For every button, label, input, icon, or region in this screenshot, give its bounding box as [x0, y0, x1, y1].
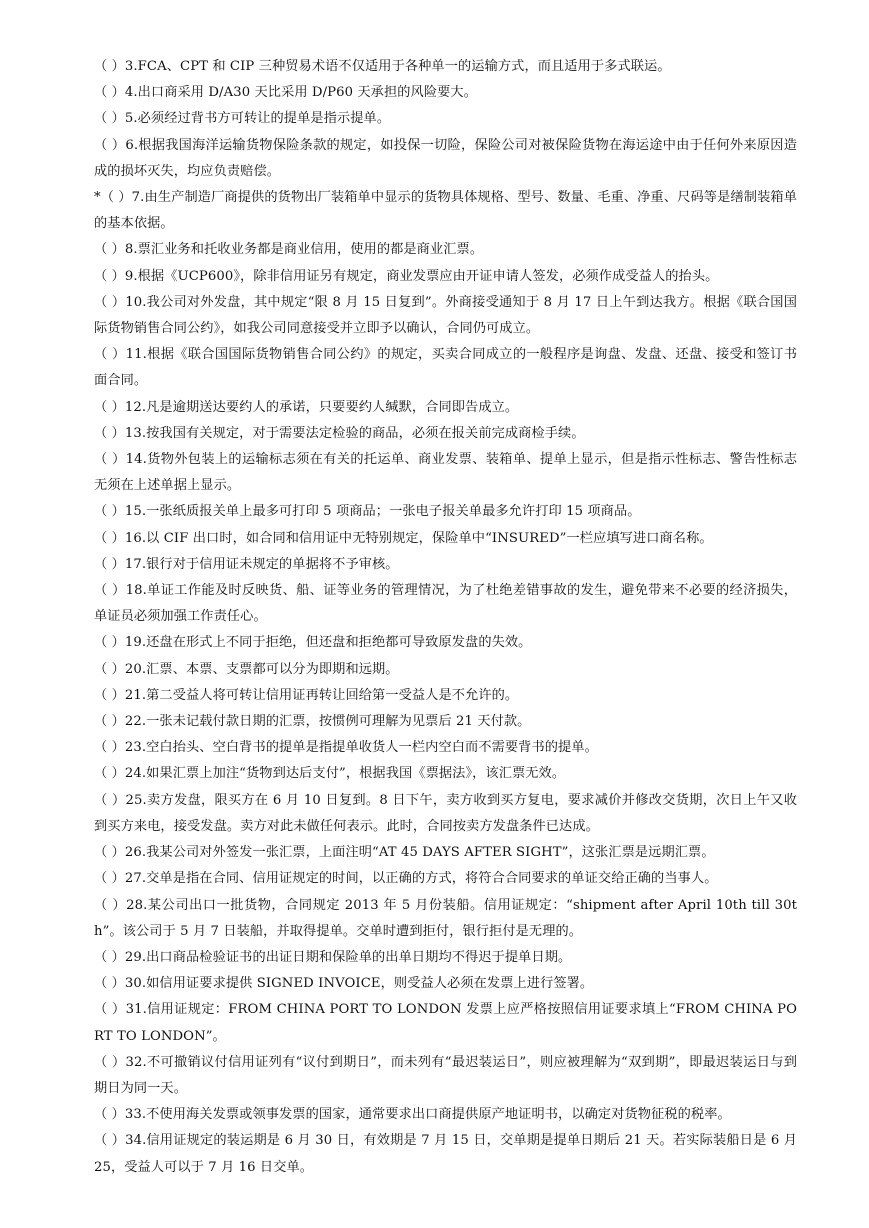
question-32: （ ）32.不可撤销议付信用证列有“议付到期日”，而未列有“最迟装运日”，则应被理解为“双到期”，即最迟装运日与到期日为同一天。 [94, 1054, 797, 1096]
question-8: （ ）8.票汇业务和托收业务都是商业信用，使用的都是商业汇票。 [94, 242, 484, 258]
question-list [94, 54, 797, 1181]
question-26: （ ）26.我某公司对外签发一张汇票，上面注明“AT 45 DAYS AFTER SIGHT”，这张汇票是远期汇票。 [94, 845, 715, 861]
question-27: （ ）27.交单是指在合同、信用证规定的时间，以正确的方式，将符合合同要求的单证交给正确的当事人。 [94, 871, 718, 887]
question-13: （ ）13.按我国有关规定，对于需要法定检验的商品，必须在报关前完成商检手续。 [94, 425, 585, 441]
question-12: （ ）12.凡是逾期送达要约人的承诺，只要要约人缄默，合同即告成立。 [94, 399, 519, 415]
question-3: （ ）3.FCA、CPT 和 CIP 三种贸易术语不仅适用于各种单一的运输方式，而且适用于多式联运。 [94, 59, 671, 74]
question-19: （ ）19.还盘在形式上不同于拒绝，但还盘和拒绝都可导致原发盘的失效。 [94, 635, 532, 651]
question-22: （ ）22.一张未记载付款日期的汇票，按惯例可理解为见票后 21 天付款。 [94, 714, 531, 730]
question-24: （ ）24.如果汇票上加注“货物到达后支付”，根据我国《票据法》，该汇票无效。 [94, 766, 566, 782]
question-28: （ ）28.某公司出口一批货物，合同规定 2013 年 5 月份装船。信用证规定：“shipment after April 10th till 30th”。该公司于 5 月 7 日装船，并取得提单。交单时遭到拒付，银行拒付是无理的。 [94, 897, 797, 939]
question-16: （ ）16.以 CIF 出口时，如合同和信用证中无特别规定，保险单中“INSURED”一栏应填写进口商名称。 [94, 530, 713, 546]
question-17: （ ）17.银行对于信用证未规定的单据将不予审核。 [94, 556, 399, 572]
question-20: （ ）20.汇票、本票、支票都可以分为即期和远期。 [94, 661, 399, 677]
question-21: （ ）21.第二受益人将可转让信用证再转让回给第一受益人是不允许的。 [94, 687, 519, 703]
question-34: （ ）34.信用证规定的装运期是 6 月 30 日，有效期是 7 月 15 日，交单期是提单日期后 21 天。若实际装船日是 6 月 25，受益人可以于 7 月 16 日交单。 [94, 1133, 797, 1175]
question-10: （ ）10.我公司对外发盘，其中规定“限 8 月 15 日复到”。外商接受通知于 8 月 17 日上午到达我方。根据《联合国国际货物销售合同公约》，如我公司同意接受并立即予以确认，合同仍可成立。 [94, 294, 797, 337]
question-30: （ ）30.如信用证要求提供 SIGNED INVOICE，则受益人必须在发票上进行签署。 [94, 976, 594, 992]
question-31: （ ）31.信用证规定：FROM CHINA PORT TO LONDON 发票上应严格按照信用证要求填上“FROM CHINA PORT TO LONDON”。 [94, 1002, 797, 1044]
question-29: （ ）29.出口商品检验证书的出证日期和保险单的出单日期均不得迟于提单日期。 [94, 949, 572, 965]
question-14: （ ）14.货物外包装上的运输标志须在有关的托运单、商业发票、装箱单、提单上显示，但是指示性标志、警告性标志无须在上述单据上显示。 [94, 452, 797, 494]
question-4: （ ）4.出口商采用 D/A30 天比采用 D/P60 天承担的风险要大。 [94, 85, 477, 101]
question-7: *（ ）7.由生产制造厂商提供的货物出厂装箱单中显示的货物具体规格、型号、数量、毛重、净重、尺码等是缮制装箱单的基本依据。 [94, 190, 797, 232]
question-33: （ ）33.不使用海关发票或领事发票的国家，通常要求出口商提供原产地证明书，以确定对货物征税的税率。 [94, 1107, 731, 1123]
question-6: （ ）6.根据我国海洋运输货物保险条款的规定，如投保一切险，保险公司对被保险货物在海运途中由于任何外来原因造成的损坏灭失，均应负责赔偿。 [94, 137, 797, 179]
question-11: （ ）11.根据《联合国国际货物销售合同公约》的规定，买卖合同成立的一般程序是询盘、发盘、还盘、接受和签订书面合同。 [94, 347, 797, 389]
question-25: （ ）25.卖方发盘，限买方在 6 月 10 日复到。8 日下午，卖方收到买方复电，要求减价并修改交货期，次日上午又收到买方来电，接受发盘。卖方对此未做任何表示。此时，合同按卖方发盘条件已达成。 [94, 792, 797, 834]
question-15: （ ）15.一张纸质报关单上最多可打印 5 项商品；一张电子报关单最多允许打印 15 项商品。 [94, 504, 641, 520]
question-9: （ ）9.根据《UCP600》，除非信用证另有规定，商业发票应由开证申请人签发，必须作成受益人的抬头。 [94, 268, 719, 284]
question-18: （ ）18.单证工作能及时反映货、船、证等业务的管理情况，为了杜绝差错事故的发生，避免带来不必要的经济损失，单证员必须加强工作责任心。 [94, 583, 797, 625]
question-23: （ ）23.空白抬头、空白背书的提单是指提单收货人一栏内空白而不需要背书的提单。 [94, 740, 598, 756]
question-5: （ ）5.必须经过背书方可转让的提单是指示提单。 [94, 111, 391, 127]
